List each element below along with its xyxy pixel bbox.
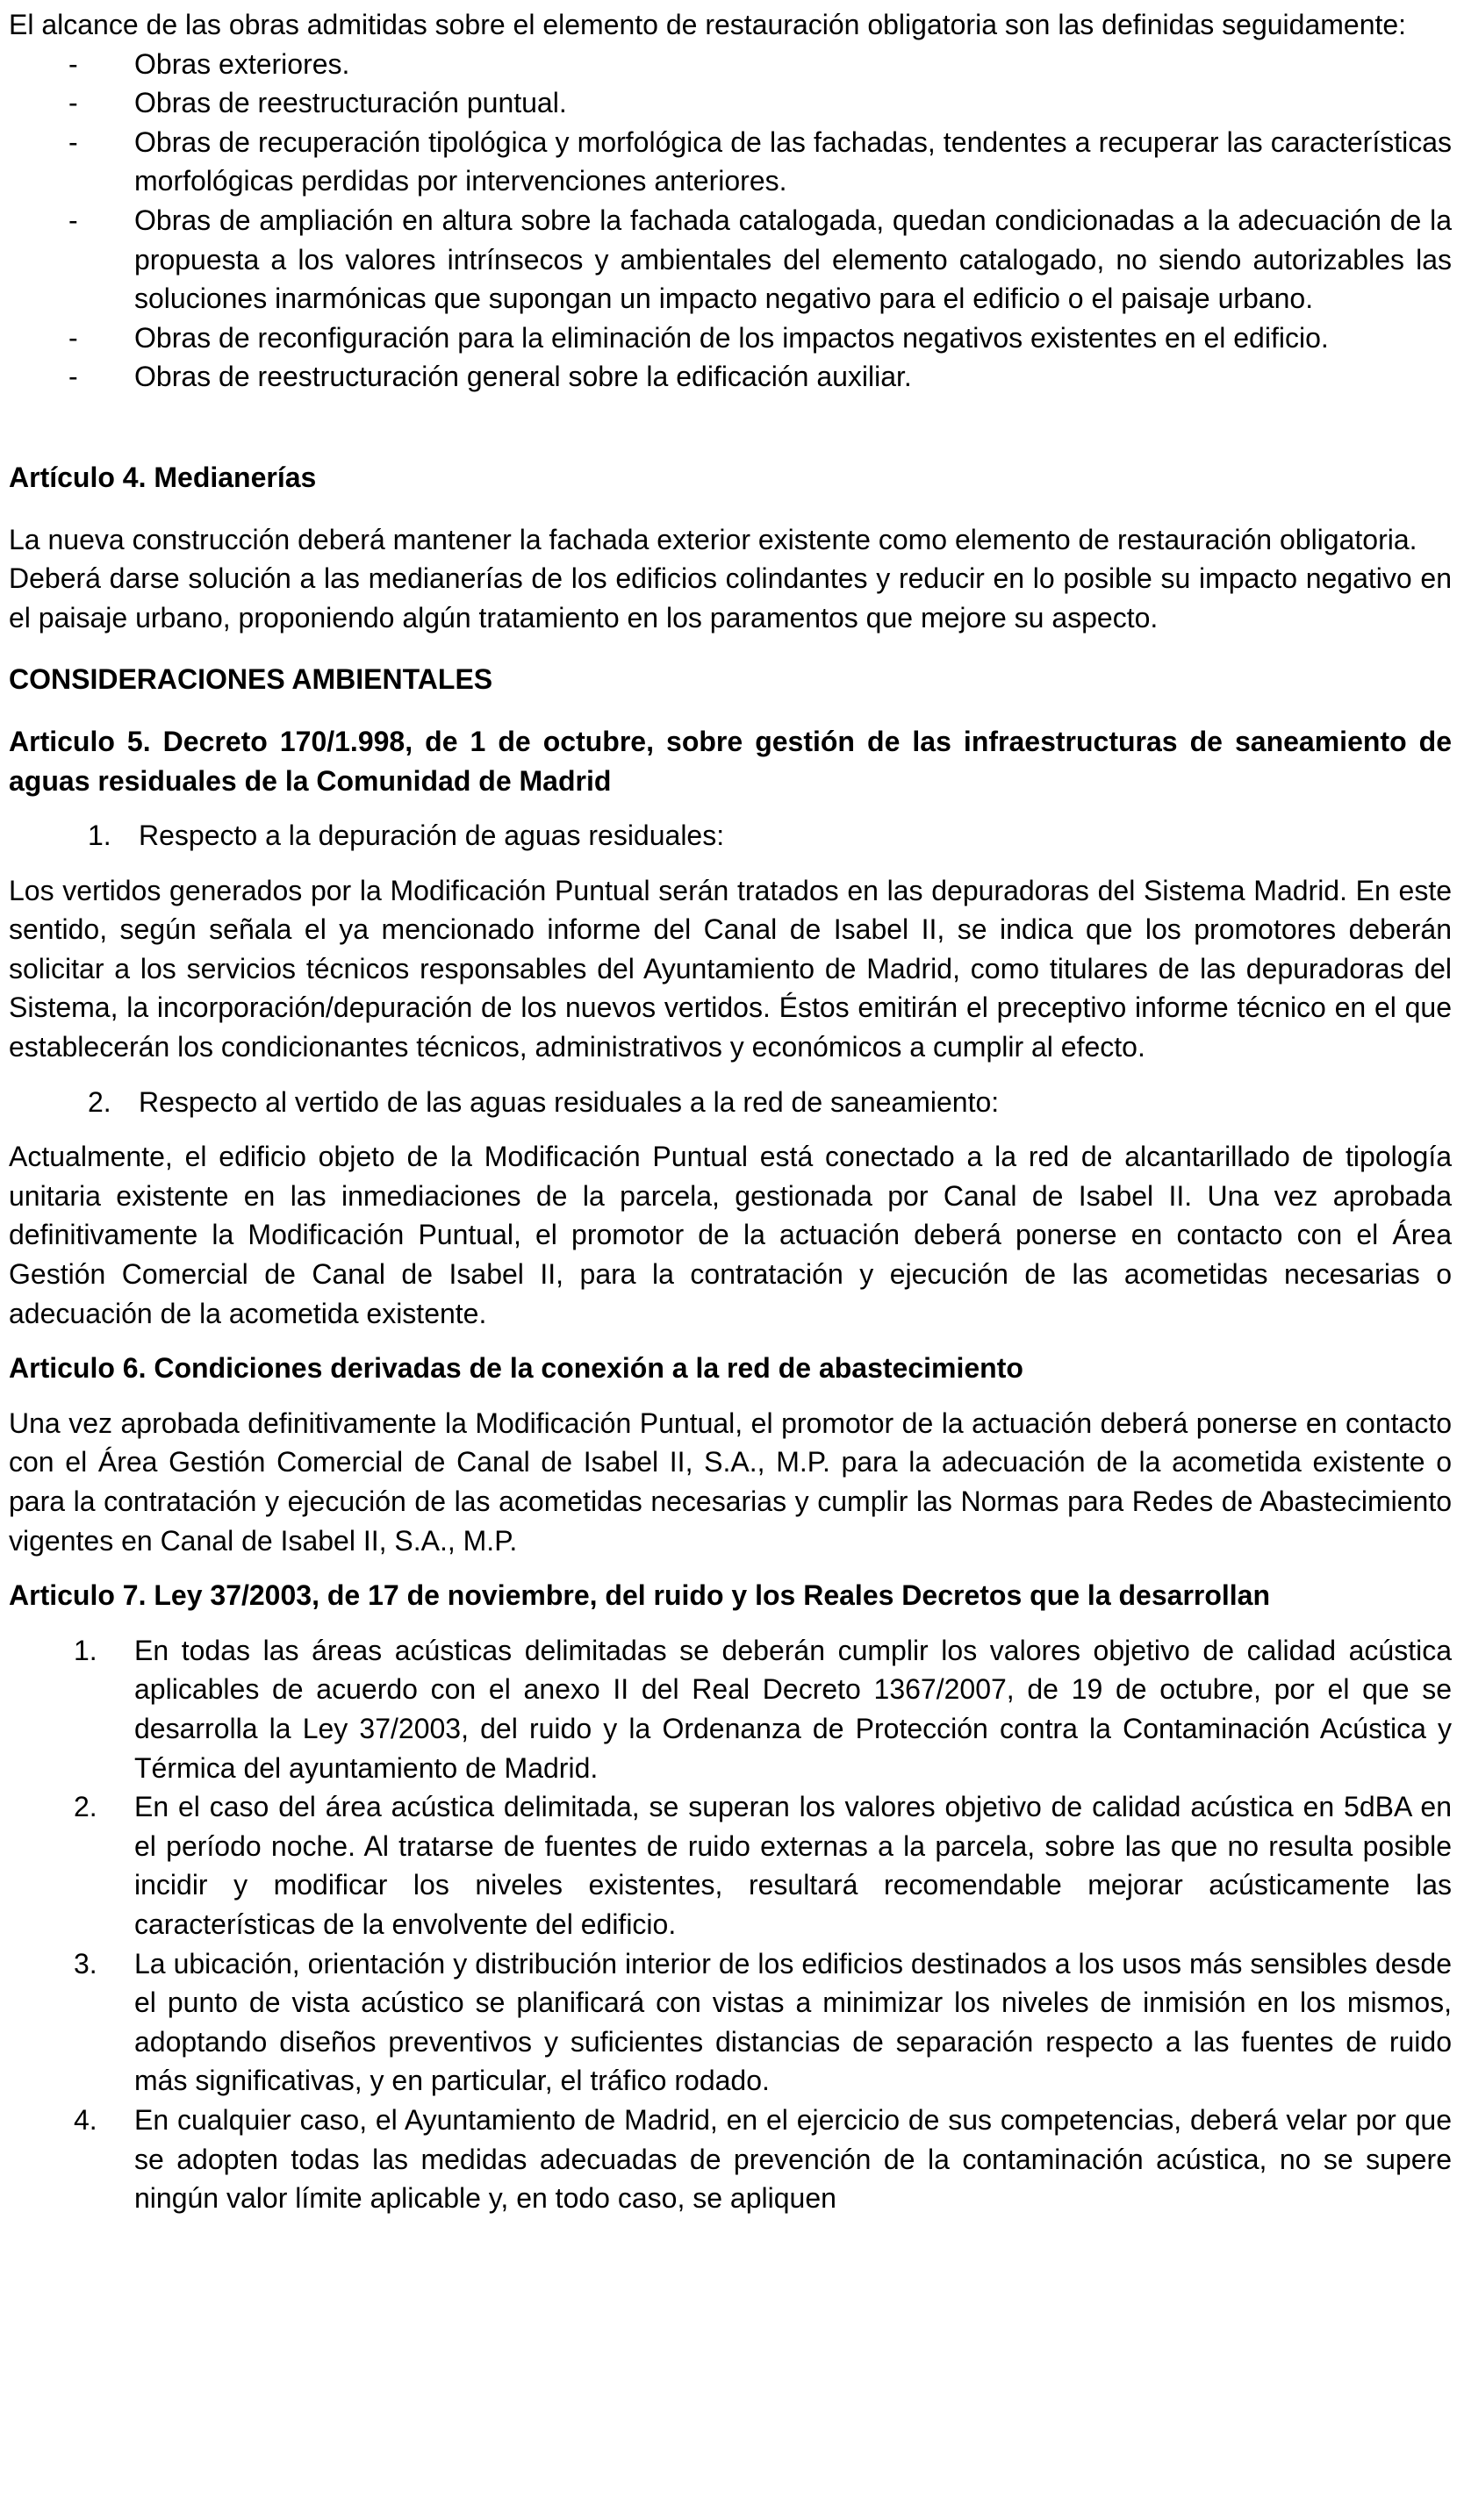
article-7-heading: Articulo 7. Ley 37/2003, de 17 de noviembre, del ruido y los Reales Decretos que la desarrollan: [9, 1579, 1271, 1612]
article-5-list-1: [9, 816, 1452, 856]
list-item: [9, 1787, 1452, 1944]
article-6-heading: Articulo 6. Condiciones derivadas de la conexión a la red de abastecimiento: [9, 1352, 1023, 1385]
list-number: 3.: [74, 1947, 97, 1979]
article-6-paragraph: Una vez aprobada definitivamente la Modificación Puntual, el promotor de la actuación deberá ponerse en contacto con el Área Gestión Comercial de Canal de Isabel II, S.A., M.P. para la adecuación de la acometida existente o para la contratación y ejecución de las acometidas necesarias y cumplir las Normas para Redes de Abastecimiento vigentes en Canal de Isabel II, S.A., M.P.: [9, 1407, 1452, 1557]
list-item-text: En todas las áreas acústicas delimitadas se deberán cumplir los valores objetivo de calidad acústica aplicables de acuerdo con el anexo II del Real Decreto 1367/2007, de 19 de octubre, por el que se desarrolla la Ley 37/2003, del ruido y la Ordenanza de Protección contra la Contaminación Acústica y Térmica del ayuntamiento de Madrid.: [134, 1634, 1452, 1784]
list-number: 1.: [74, 1634, 97, 1666]
list-item: [9, 83, 1452, 123]
list-dash: -: [68, 47, 78, 80]
list-item: [9, 1631, 1452, 1787]
section-heading: CONSIDERACIONES AMBIENTALES: [9, 663, 493, 696]
list-item: [9, 201, 1452, 319]
article-4-paragraph-1: La nueva construcción deberá mantener la fachada exterior existente como elemento de restauración obligatoria.: [9, 523, 1417, 555]
article-5-paragraph-2: Actualmente, el edificio objeto de la Modificación Puntual está conectado a la red de alcantarillado de tipología unitaria existente en las inmediaciones de la parcela, gestionada por Canal de Isabel II. Una vez aprobada definitivamente la Modificación Puntual, el promotor de la actuación deberá ponerse en contacto con el Área Gestión Comercial de Canal de Isabel II, para la contratación y ejecución de las acometidas necesarias o adecuación de la acometida existente.: [9, 1141, 1452, 1329]
list-item: [9, 357, 1452, 397]
article-4-paragraph-2: Deberá darse solución a las medianerías de los edificios colindantes y reducir en lo posible su impacto negativo en el paisaje urbano, proponiendo algún tratamiento en los paramentos que mejore su aspecto.: [9, 562, 1452, 634]
list-item-text: Obras de reconfiguración para la eliminación de los impactos negativos existentes en el edificio.: [134, 321, 1329, 354]
list-item-text: Respecto al vertido de las aguas residuales a la red de saneamiento:: [139, 1085, 1000, 1118]
list-dash: -: [68, 321, 78, 354]
article-5-heading: Articulo 5. Decreto 170/1.998, de 1 de octubre, sobre gestión de las infraestructuras de saneamiento de aguas residuales de la Comunidad de Madrid: [9, 725, 1452, 797]
list-number: 2.: [88, 1085, 111, 1118]
list-item-text: La ubicación, orientación y distribución interior de los edificios destinados a los usos más sensibles desde el punto de vista acústico se planificará con vistas a minimizar los niveles de inmisión en los mismos, adoptando diseños preventivos y suficientes distancias de separación respecto a las fuentes de ruido más significativas, y en particular, el tráfico rodado.: [134, 1947, 1452, 2097]
list-item-text: Obras de reestructuración puntual.: [134, 87, 567, 119]
article-7-list: [9, 1631, 1452, 2218]
list-item-text: En cualquier caso, el Ayuntamiento de Madrid, en el ejercicio de sus competencias, deberá velar por que se adopten todas las medidas adecuadas de prevención de la contaminación acústica, no se supere ningún valor límite aplicable y, en todo caso, se apliquen: [134, 2103, 1452, 2215]
intro-paragraph: El alcance de las obras admitidas sobre el elemento de restauración obligatoria son las definidas seguidamente:: [9, 9, 1407, 40]
list-item-text: Respecto a la depuración de aguas residuales:: [139, 820, 725, 852]
article-4-heading: Artículo 4. Medianerías: [9, 461, 317, 493]
list-number: 2.: [74, 1791, 97, 1823]
list-item: [9, 123, 1452, 201]
list-dash: -: [68, 204, 78, 236]
list-item-text: En el caso del área acústica delimitada, se superan los valores objetivo de calidad acústica en 5dBA en el período noche. Al tratarse de fuentes de ruido externas a la parcela, sobre las que no resulta posible incidir y modificar los niveles existentes, resultará recomendable mejorar acústicamente las características de la envolvente del edificio.: [134, 1791, 1452, 1940]
list-item: [9, 319, 1452, 358]
list-item-text: Obras de recuperación tipológica y morfológica de las fachadas, tendentes a recuperar las características morfológicas perdidas por intervenciones anteriores.: [134, 125, 1452, 197]
works-list: [9, 45, 1452, 397]
list-item-text: Obras de reestructuración general sobre la edificación auxiliar.: [134, 361, 912, 393]
list-item: [9, 1944, 1452, 2101]
list-dash: -: [68, 361, 78, 393]
list-item-text: Obras exteriores.: [134, 47, 350, 80]
list-number: 1.: [88, 820, 111, 852]
article-5-paragraph-1: Los vertidos generados por la Modificación Puntual serán tratados en las depuradoras del Sistema Madrid. En este sentido, según señala el ya mencionado informe del Canal de Isabel II, se indica que los promotores deberán solicitar a los servicios técnicos responsables del Ayuntamiento de Madrid, como titulares de las depuradoras del Sistema, la incorporación/depuración de los nuevos vertidos. Éstos emitirán el preceptivo informe técnico en el que establecerán los condicionantes técnicos, administrativos y económicos a cumplir al efecto.: [9, 874, 1452, 1063]
article-5-list-2: [9, 1083, 1452, 1122]
list-item: [9, 1083, 1452, 1122]
list-dash: -: [68, 87, 78, 119]
list-item: [9, 816, 1452, 856]
list-number: 4.: [74, 2103, 97, 2136]
list-item: [9, 45, 1452, 84]
list-dash: -: [68, 125, 78, 158]
list-item: [9, 2101, 1452, 2218]
list-item-text: Obras de ampliación en altura sobre la fachada catalogada, quedan condicionadas a la adecuación de la propuesta a los valores intrínsecos y ambientales del elemento catalogado, no siendo autorizables las soluciones inarmónicas que supongan un impacto negativo para el edificio o el paisaje urbano.: [134, 204, 1452, 315]
